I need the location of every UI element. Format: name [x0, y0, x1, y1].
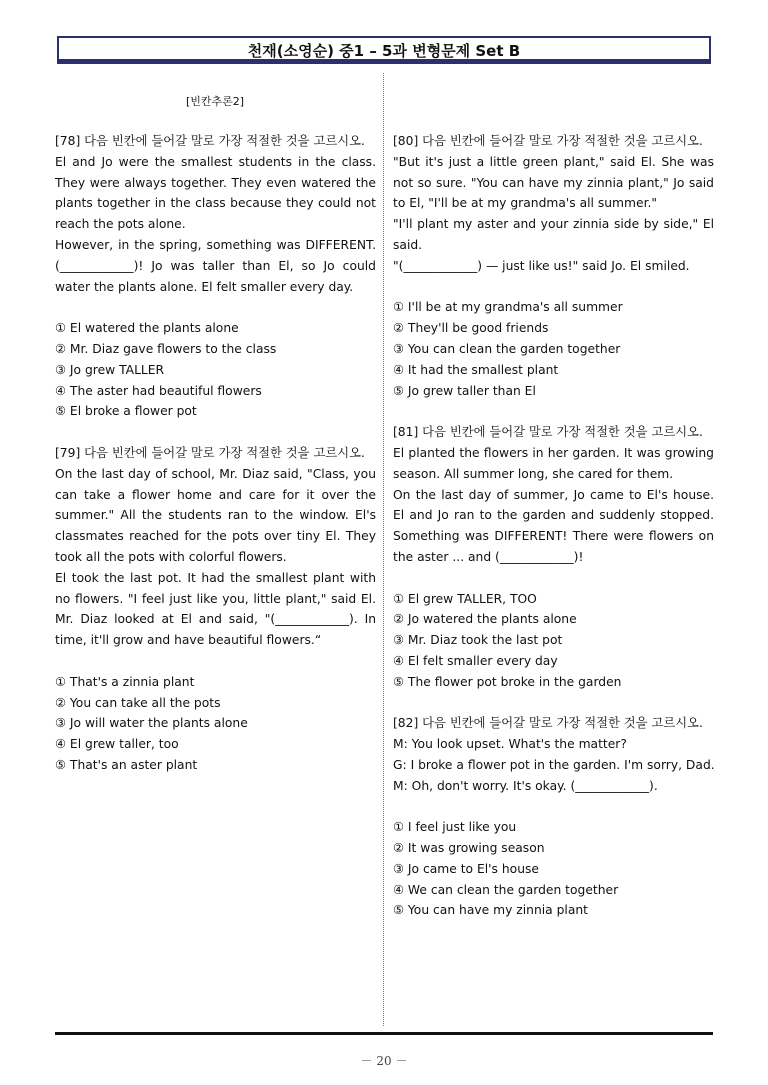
answer-option[interactable]: ⑤ The flower pot broke in the garden — [393, 674, 622, 689]
passage-paragraph: "(____________) — just like us!" said Jo. El smiled. — [393, 258, 690, 273]
question-80 — [393, 131, 714, 401]
passage-paragraph: However, in the spring, something was DIFFERENT. (____________)! Jo was taller than El, so Jo could water the plants alone. El felt smaller every day. — [55, 237, 376, 294]
answer-option[interactable]: ① I feel just like you — [393, 820, 517, 835]
page-number: － 20 － — [360, 1054, 408, 1068]
answer-option[interactable]: ⑤ You can have my zinnia plant — [393, 903, 588, 918]
passage-paragraph: "I'll plant my aster and your zinnia side by side," El said. — [393, 217, 714, 252]
answer-option[interactable]: ② You can take all the pots — [55, 695, 221, 710]
question-head: [78] 다음 빈칸에 들어갈 말로 가장 적절한 것을 고르시오. — [55, 134, 365, 148]
question-head: [79] 다음 빈칸에 들어갈 말로 가장 적절한 것을 고르시오. — [55, 445, 365, 460]
answer-option[interactable]: ⑤ That's an aster plant — [55, 757, 198, 772]
dialogue-line: G: I broke a flower pot in the garden. I'm sorry, Dad. — [393, 757, 715, 772]
question-head: [82] 다음 빈칸에 들어갈 말로 가장 적절한 것을 고르시오. — [393, 716, 703, 731]
answer-option[interactable]: ④ El grew taller, too — [55, 737, 179, 752]
answer-option[interactable]: ④ The aster had beautiful flowers — [55, 383, 262, 398]
section-tag: [빈칸추론2] — [186, 95, 245, 108]
answer-option[interactable]: ④ We can clean the garden together — [393, 882, 619, 897]
answer-option[interactable]: ① El watered the plants alone — [55, 321, 239, 336]
question-81 — [393, 422, 714, 692]
answer-option[interactable]: ① That's a zinnia plant — [55, 674, 195, 689]
passage-paragraph: El took the last pot. It had the smallest plant with no flowers. "I feel just like you, little plant," said El. Mr. Diaz looked at El and said, "(____________). In time, it'll grow and have beautiful flowers.“ — [55, 570, 376, 648]
answer-option[interactable]: ① I'll be at my grandma's all summer — [393, 300, 623, 315]
passage-paragraph: On the last day of school, Mr. Diaz said, "Class, you can take a flower home and care for it over the summer." All the students ran to the window. El's classmates reached for the pots over tiny El. They took all the pots with colorful flowers. — [55, 466, 376, 564]
answer-option[interactable]: ① El grew TALLER, TOO — [393, 591, 537, 606]
column-divider — [383, 73, 384, 1026]
answer-option[interactable]: ② They'll be good friends — [393, 321, 549, 336]
question-78 — [55, 131, 376, 422]
answer-option[interactable]: ③ Jo grew TALLER — [55, 362, 165, 377]
answer-option[interactable]: ③ You can clean the garden together — [393, 341, 621, 356]
passage-paragraph: On the last day of summer, Jo came to El's house. El and Jo ran to the garden and suddenly stopped. Something was DIFFERENT! There were flowers on the aster ... and (____________)! — [393, 487, 714, 564]
answer-option[interactable]: ③ Mr. Diaz took the last pot — [393, 633, 563, 648]
answer-option[interactable]: ③ Jo will water the plants alone — [55, 716, 248, 731]
answer-option[interactable]: ② Mr. Diaz gave flowers to the class — [55, 341, 277, 356]
passage-paragraph: El planted the flowers in her garden. It was growing season. All summer long, she cared for them. — [393, 445, 714, 481]
dialogue-line: M: Oh, don't worry. It's okay. (____________). — [393, 778, 658, 793]
answer-option[interactable]: ② It was growing season — [393, 841, 545, 856]
passage-paragraph: "But it's just a little green plant," said El. She was not so sure. "You can have my zinnia plant," Jo said to El, "I'll be at my grandma's all summer." — [393, 154, 714, 211]
question-head: [81] 다음 빈칸에 들어갈 말로 가장 적절한 것을 고르시오. — [393, 425, 703, 440]
answer-option[interactable]: ⑤ El broke a flower pot — [55, 404, 197, 419]
answer-option[interactable]: ③ Jo came to El's house — [393, 861, 539, 876]
dialogue-line: M: You look upset. What's the matter? — [393, 737, 627, 752]
question-82 — [393, 713, 714, 921]
answer-option[interactable]: ④ It had the smallest plant — [393, 362, 559, 377]
answer-option[interactable]: ② Jo watered the plants alone — [393, 612, 577, 627]
right-column — [393, 131, 714, 921]
question-head: [80] 다음 빈칸에 들어갈 말로 가장 적절한 것을 고르시오. — [393, 134, 703, 148]
question-79 — [55, 443, 376, 776]
passage-paragraph: El and Jo were the smallest students in the class. They were always together. They even watered the plants together in the class because they could not reach the pots alone. — [55, 154, 376, 232]
page-title: 천재(소영순) 중1 – 5과 변형문제 Set B — [57, 36, 711, 64]
answer-option[interactable]: ⑤ Jo grew taller than El — [393, 383, 536, 398]
answer-option[interactable]: ④ El felt smaller every day — [393, 653, 558, 668]
footer-rule — [55, 1032, 713, 1035]
left-column — [55, 131, 376, 776]
